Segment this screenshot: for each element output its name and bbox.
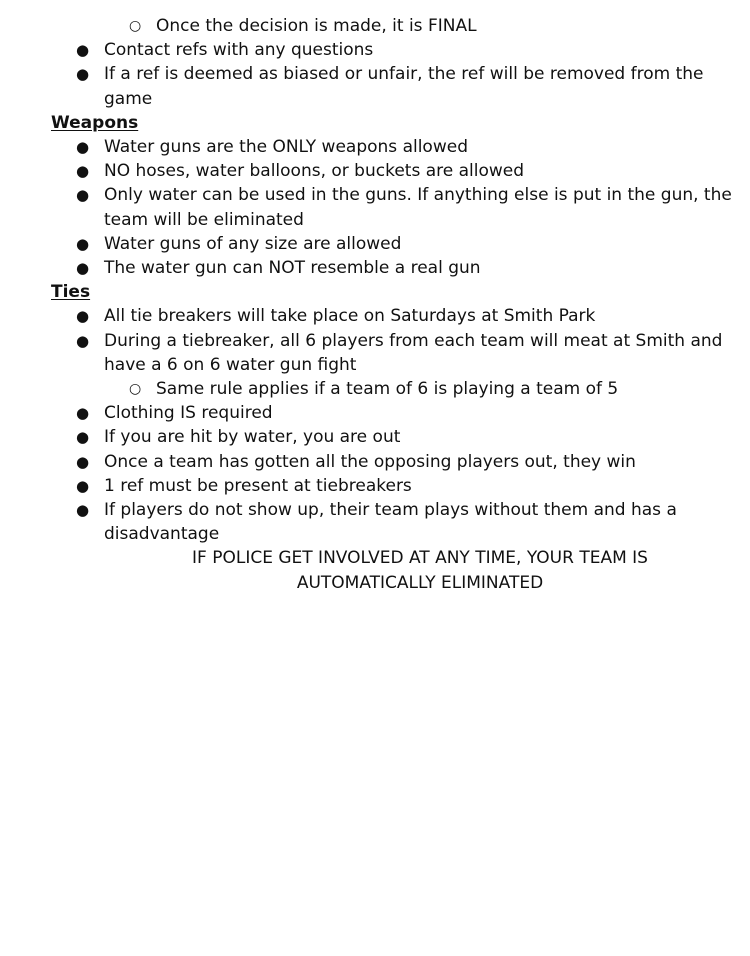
hollow-bullet-icon: ○ (129, 381, 142, 398)
list-item (0, 450, 750, 474)
list-item-text: If you are hit by water, you are out (104, 427, 401, 448)
list-item-text: NO hoses, water balloons, or buckets are allowed (104, 161, 525, 182)
list-item-text: Same rule applies if a team of 6 is playing a team of 5 (156, 379, 619, 400)
list-item (0, 38, 750, 62)
list-item (0, 474, 750, 498)
list-item-text: During a tiebreaker, all 6 players from each team will meat at Smith and have a 6 on 6 water gun fight (104, 330, 723, 375)
list-item-text: Water guns of any size are allowed (104, 233, 402, 254)
list-item (0, 135, 750, 159)
list-item (0, 425, 750, 449)
bullet-icon: ● (76, 428, 90, 447)
list-item-text: Only water can be used in the guns. If anything else is put in the gun, the team will be eliminated (104, 185, 732, 230)
bullet-icon: ● (76, 501, 90, 520)
list-item (0, 159, 750, 183)
list-item-text: Water guns are the ONLY weapons allowed (104, 137, 468, 158)
bullet-icon: ● (76, 404, 90, 423)
list-item-text: If a ref is deemed as biased or unfair, the ref will be removed from the game (104, 64, 704, 109)
bullet-icon: ● (76, 41, 90, 60)
list-item (0, 256, 750, 280)
list-item-text: Contact refs with any questions (104, 40, 374, 61)
bullet-icon: ● (76, 452, 90, 471)
bullet-icon: ● (76, 331, 90, 350)
list-item-text: The water gun can NOT resemble a real gun (104, 258, 481, 279)
section-heading-ties: Ties (51, 282, 91, 303)
list-item-text: Once the decision is made, it is FINAL (156, 16, 477, 36)
list-item-text: Once a team has gotten all the opposing players out, they win (104, 451, 636, 472)
bullet-icon: ● (76, 259, 90, 278)
list-item (0, 232, 750, 256)
list-item-sub (0, 377, 750, 401)
bullet-icon: ● (76, 65, 90, 84)
list-item (0, 304, 750, 328)
list-item-text: Clothing IS required (104, 403, 273, 424)
list-item (0, 183, 750, 231)
list-item-sub (0, 14, 750, 38)
section-heading-weapons: Weapons (51, 112, 139, 133)
document-content (0, 14, 750, 595)
list-item (0, 329, 750, 377)
bullet-icon: ● (76, 234, 90, 253)
bullet-icon: ● (76, 476, 90, 495)
bullet-icon: ● (76, 307, 90, 326)
hollow-bullet-icon: ○ (129, 18, 142, 34)
list-item-text: If players do not show up, their team plays without them and has a disadvantage (104, 500, 677, 545)
bullet-icon: ● (76, 162, 90, 181)
list-item (0, 498, 750, 546)
bullet-icon: ● (76, 186, 90, 205)
police-notice: IF POLICE GET INVOLVED AT ANY TIME, YOUR TEAM IS AUTOMATICALLY ELIMINATED (192, 548, 648, 593)
bullet-icon: ● (76, 138, 90, 157)
list-item (0, 62, 750, 110)
list-item-text: All tie breakers will take place on Saturdays at Smith Park (104, 306, 596, 327)
list-item-text: 1 ref must be present at tiebreakers (104, 475, 412, 496)
list-item (0, 401, 750, 425)
